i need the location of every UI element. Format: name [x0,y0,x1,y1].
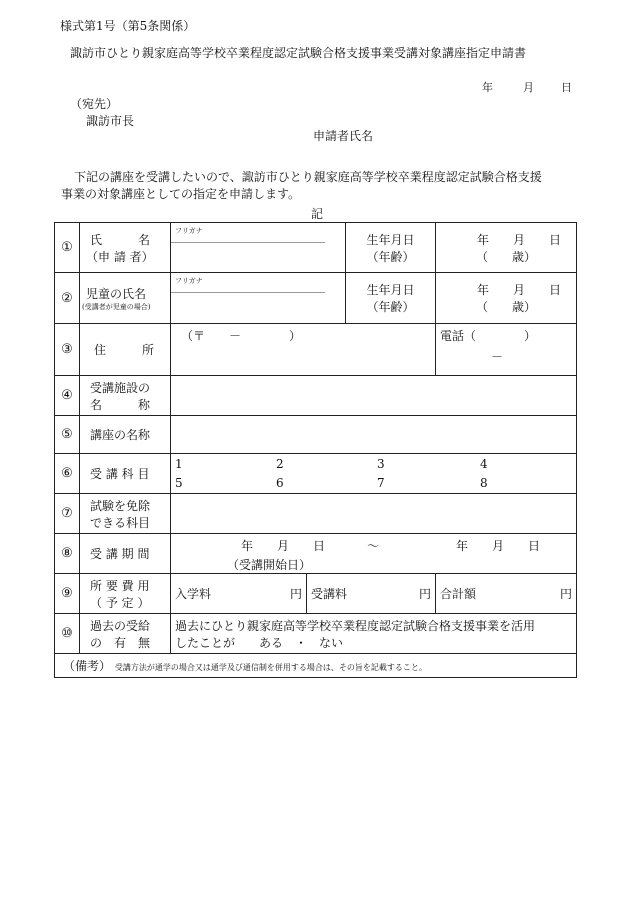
applicant-name-field[interactable] [171,223,346,273]
course-name-field[interactable] [171,416,577,454]
row-number: ⑧ [55,534,80,574]
label-line1: 受講施設の [90,380,151,395]
row-number: ⑨ [55,574,80,614]
total-fee-field[interactable] [436,574,577,614]
label-line1: 所 要 費 用 [90,578,150,593]
phone-field[interactable] [436,324,577,376]
row-label [80,273,171,324]
form-number: 様式第1号（第5条関係） [60,19,196,33]
subject-number: 5 [175,476,183,490]
child-name-field[interactable] [171,273,346,324]
row-number: ⑤ [55,416,80,454]
period-start: 年 月 日 [241,539,326,553]
birthdate-field[interactable] [436,273,577,324]
period-start-note: （受講開始日） [227,558,312,572]
label-line1: 過去の受給 [90,618,151,633]
birthdate-ymd: 年 月 日 [477,232,562,247]
exempt-subjects-field[interactable] [171,494,577,534]
subject-number: 6 [276,476,284,490]
row-number: ⑥ [55,454,80,494]
birth-label: 生年月日 [366,283,415,297]
label-line1: 氏 名 [90,232,151,247]
subject-number: 1 [175,457,183,471]
phone-dash: － [491,350,504,364]
label-line2: （申 請 者） [86,249,154,264]
birth-label: 生年月日 [366,232,415,247]
birthdate-ymd: 年 月 日 [477,283,562,297]
row-number: ④ [55,376,80,416]
yen-unit: 円 [560,587,573,601]
remarks-cell [55,654,577,678]
subject-number: 7 [377,476,385,490]
row-label [80,376,171,416]
birth-label-cell [346,223,436,273]
age-value: （ 歳） [476,249,537,264]
total-fee-label: 合計額 [440,587,477,601]
row-exempt-subjects [55,494,577,534]
row-label [80,494,171,534]
age-label: （年齢） [366,249,415,264]
row-number: ⑦ [55,494,80,534]
ki-heading: 記 [311,207,324,221]
label-line2: 名 称 [90,397,151,412]
row-course [55,416,577,454]
label-line2: (受講者が児童の場合) [82,302,151,311]
row-label: 住 所 [80,324,171,376]
label-line2: （ 予 定 ） [90,595,150,610]
label-line2: の 有 無 [90,635,151,650]
birth-label-cell [346,273,436,324]
row-label [80,223,171,273]
facility-name-field[interactable] [171,376,577,416]
subject-number: 8 [480,476,488,490]
row-applicant [55,223,577,273]
date-year: 年 [482,81,493,94]
past-receipt-text-line1: 過去にひとり親家庭高等学校卒業程度認定試験合格支援事業を活用 [175,618,536,633]
row-cost [55,574,577,614]
tuition-fee-field[interactable] [307,574,436,614]
row-label: 受 講 期 間 [80,534,171,574]
body-text-line2: 事業の対象講座としての指定を申請します。 [61,187,301,201]
date-day: 日 [561,81,572,94]
label-line1: 試験を免除 [90,498,151,513]
furigana-label: フリガナ [175,277,203,285]
row-past-receipt [55,614,577,654]
postal-code: （〒 － ） [181,329,302,343]
phone-label: 電話（ ） [440,329,537,343]
application-form-table [54,222,577,678]
entrance-fee-field[interactable] [171,574,307,614]
label-line1: 児童の氏名 [86,286,147,301]
row-child [55,273,577,324]
furigana-label: フリガナ [175,227,203,235]
yen-unit: 円 [289,587,302,601]
body-text-line1: 下記の講座を受講したいので、諏訪市ひとり親家庭高等学校卒業程度認定試験合格支援 [74,170,542,184]
row-number: ⑩ [55,614,80,654]
subject-number: 4 [480,457,488,471]
applicant-name-label: 申請者氏名 [313,129,374,143]
tuition-fee-label: 受講料 [311,587,348,601]
row-period [55,534,577,574]
row-label [80,574,171,614]
row-address [55,324,577,376]
address-field[interactable] [171,324,436,376]
period-end: 年 月 日 [456,539,541,553]
addressee-label: （宛先） [70,97,119,111]
subjects-field[interactable] [171,454,577,494]
row-label: 講座の名称 [80,416,171,454]
row-facility [55,376,577,416]
entrance-fee-label: 入学料 [175,587,212,601]
yen-unit: 円 [419,587,432,601]
age-label: （年齢） [366,300,415,314]
birthdate-field[interactable] [436,223,577,273]
row-number: ① [55,223,80,273]
date-month: 月 [523,81,534,94]
row-subjects [55,454,577,494]
label-line2: できる科目 [90,515,151,530]
document-title: 諏訪市ひとり親家庭高等学校卒業程度認定試験合格支援事業受講対象講座指定申請書 [70,46,527,60]
remarks-text: 受講方法が通学の場合又は通学及び通信制を併用する場合は、その旨を記載すること。 [114,663,427,672]
subject-number: 3 [377,457,385,471]
furigana-divider [171,292,325,293]
row-label: 受 講 科 目 [80,454,171,494]
subject-number: 2 [276,457,284,471]
row-number: ③ [55,324,80,376]
row-number: ② [55,273,80,324]
addressee-name: 諏訪市長 [86,114,135,128]
row-label [80,614,171,654]
row-remarks [55,654,577,678]
past-receipt-field[interactable] [171,614,577,654]
age-value: （ 歳） [476,300,537,314]
past-receipt-text-line2: したことが ある ・ ない [175,635,344,650]
furigana-divider [171,242,325,243]
period-tilde: ～ [367,539,380,553]
remarks-label: （備考） [63,659,112,673]
period-field[interactable] [171,534,577,574]
